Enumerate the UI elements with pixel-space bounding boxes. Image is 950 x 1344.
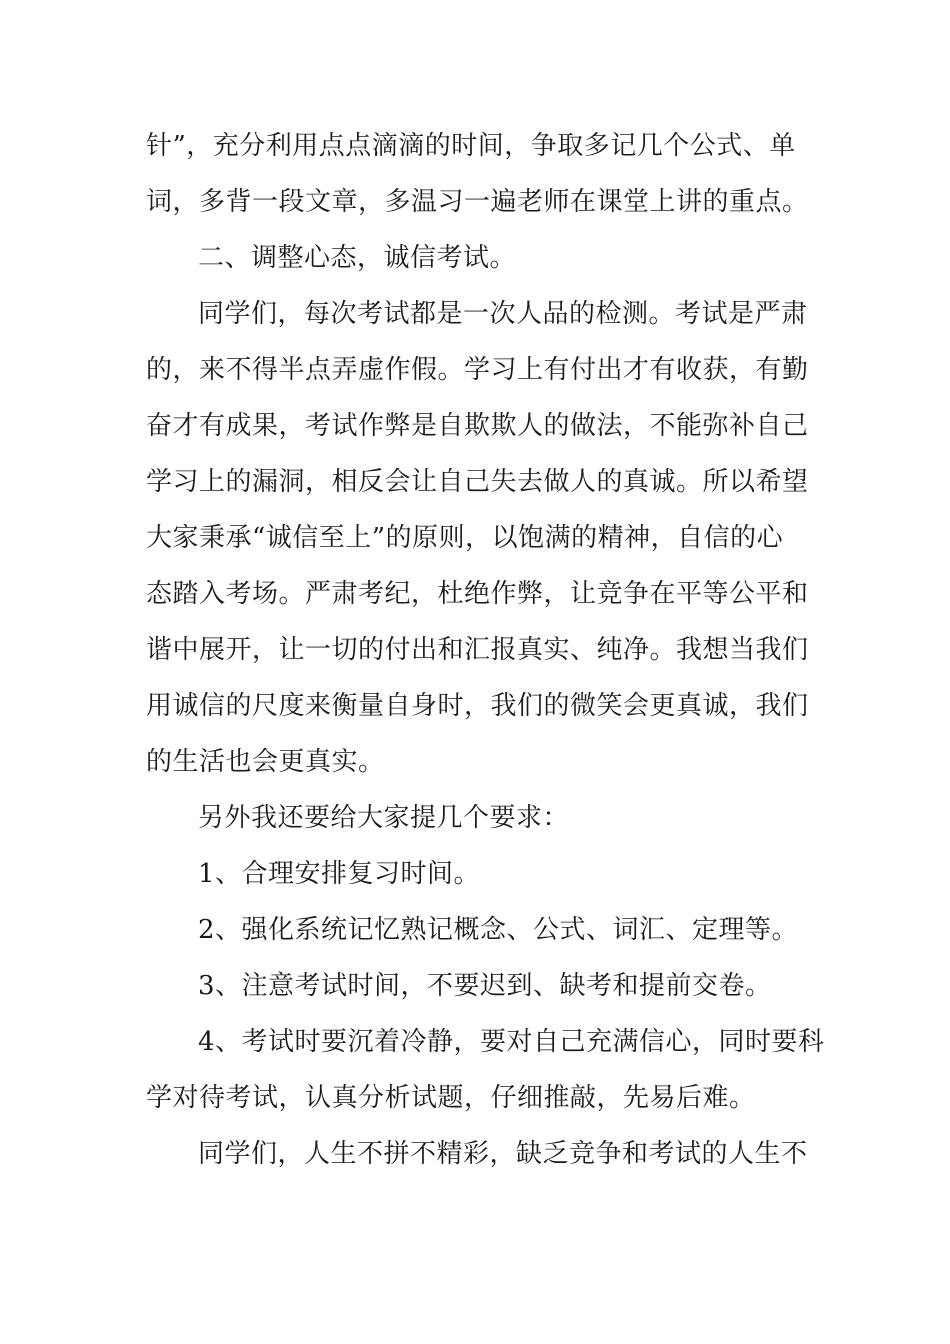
text-line: 奋才有成果，考试作弊是自欺欺人的做法，不能弥补自己 <box>146 411 809 441</box>
text-line: 学习上的漏洞，相反会让自己失去做人的真诚。所以希望 <box>146 467 809 497</box>
text-line: 词，多背一段文章，多温习一遍老师在课堂上讲的重点。 <box>146 187 809 217</box>
text-line: 态踏入考场。严肃考纪，杜绝作弊，让竞争在平等公平和 <box>146 579 809 609</box>
text-line: 学对待考试，认真分析试题，仔细推敲，先易后难。 <box>146 1083 756 1113</box>
list-item: 1、合理安排复习时间。 <box>198 859 481 889</box>
text-line: 的生活也会更真实。 <box>146 747 385 777</box>
list-item: 2、强化系统记忆熟记概念、公式、词汇、定理等。 <box>198 915 799 945</box>
text-line: 的，来不得半点弄虚作假。学习上有付出才有收获，有勤 <box>146 355 809 385</box>
text-line: 用诚信的尺度来衡量自身时，我们的微笑会更真诚，我们 <box>146 691 809 721</box>
text-line: 谐中展开，让一切的付出和汇报真实、纯净。我想当我们 <box>146 635 809 665</box>
section-heading: 二、调整心态，诚信考试。 <box>198 243 517 273</box>
document-body <box>146 118 825 1182</box>
text-line: 大家秉承“诚信至上”的原则，以饱满的精神，自信的心 <box>146 523 784 553</box>
list-item: 4、考试时要沉着冷静，要对自己充满信心，同时要科 <box>198 1027 825 1057</box>
text-line: 同学们，每次考试都是一次人品的检测。考试是严肃 <box>198 299 808 329</box>
text-line: 针”，充分利用点点滴滴的时间，争取多记几个公式、单 <box>146 131 796 161</box>
text-line: 另外我还要给大家提几个要求： <box>198 803 570 833</box>
list-item: 3、注意考试时间，不要迟到、缺考和提前交卷。 <box>198 971 772 1001</box>
text-line: 同学们，人生不拼不精彩，缺乏竞争和考试的人生不 <box>198 1139 808 1169</box>
